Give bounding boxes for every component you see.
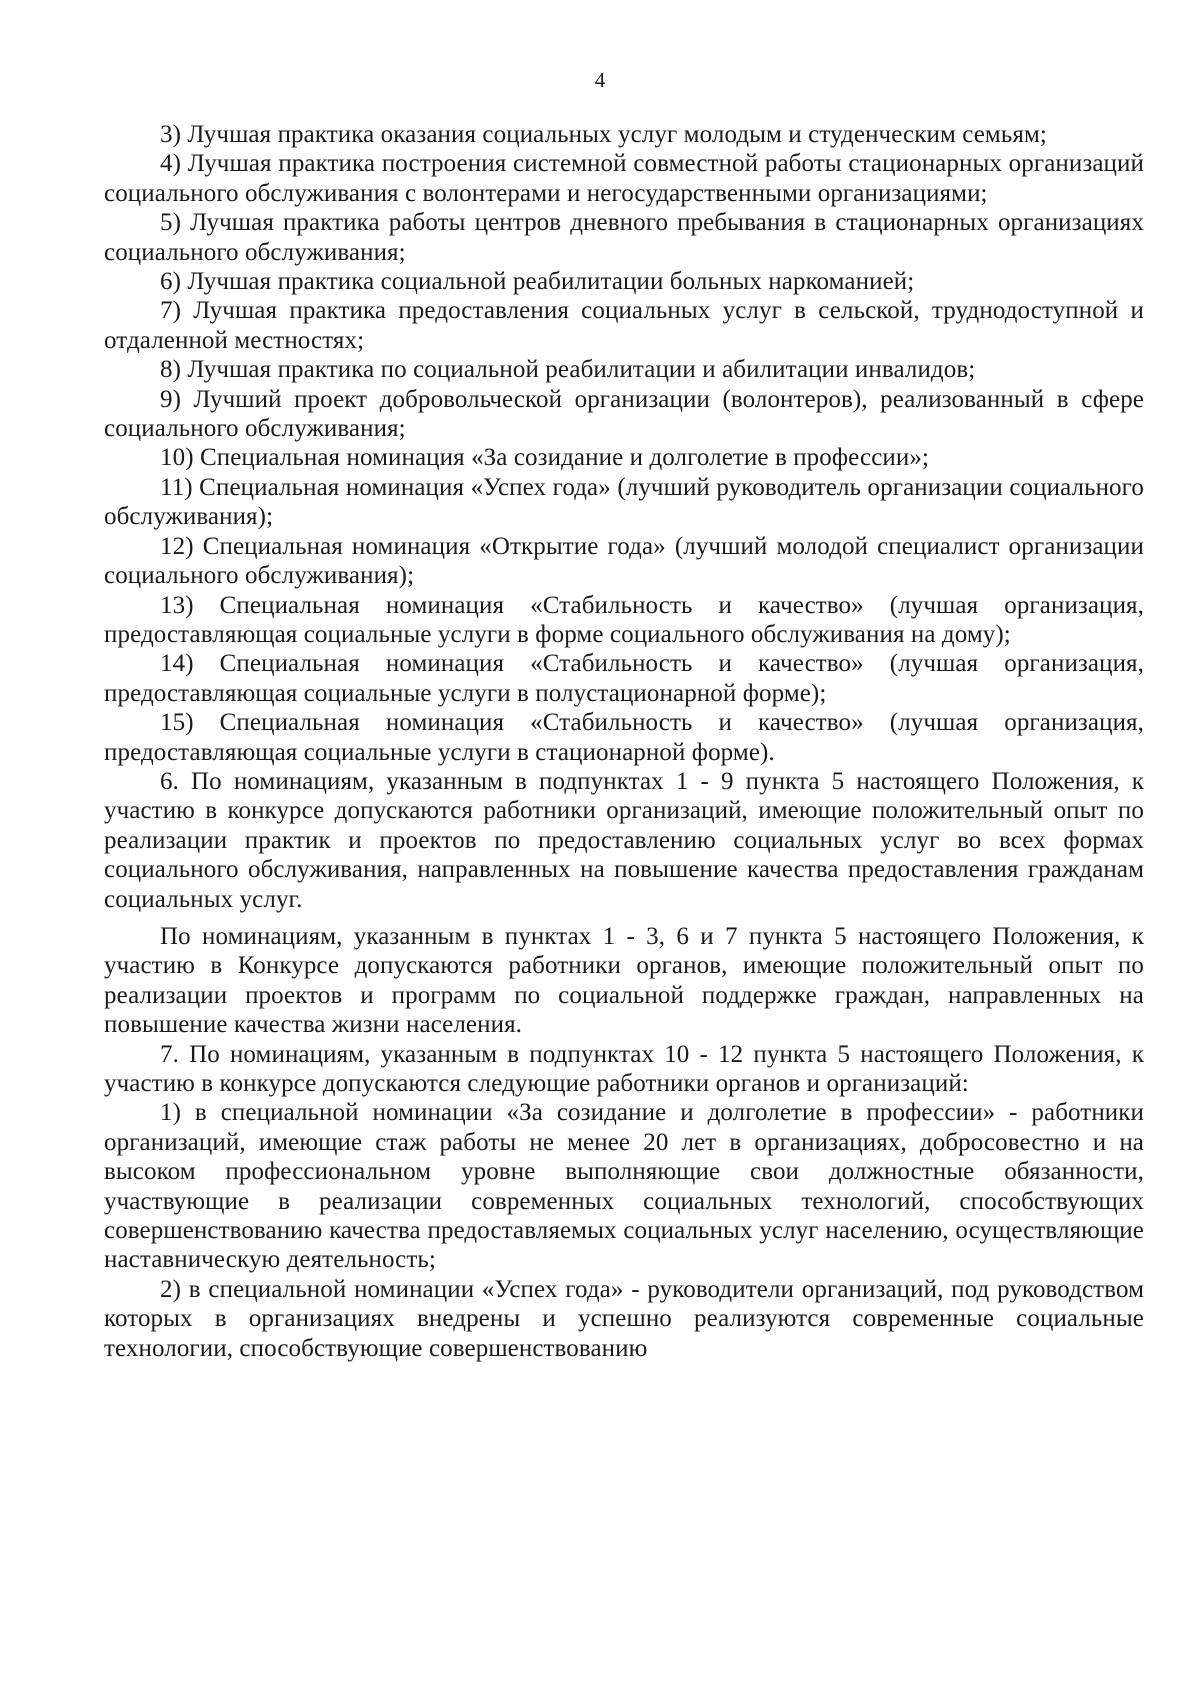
list-item-nomination-14: 14) Специальная номинация «Стабильность и качество» (лучшая организация, предоставляющая социальные услуги в полустационарной форме); [104, 650, 1144, 707]
list-item-nomination-12: 12) Специальная номинация «Открытие года» (лучший молодой специалист организации социального обслуживания); [104, 532, 1144, 590]
list-item-nomination-5: 5) Лучшая практика работы центров дневного пребывания в стационарных организациях социального обслуживания; [104, 209, 1144, 266]
list-item-nomination-3: 3) Лучшая практика оказания социальных услуг молодым и студенческим семьям; [160, 121, 1047, 148]
list-item-nomination-4: 4) Лучшая практика построения системной совместной работы стационарных организаций социального обслуживания с волонтерами и негосударственными организациями; [104, 150, 1144, 207]
clause-6-second-paragraph: По номинациям, указанным в пунктах 1 - 3, 6 и 7 пункта 5 настоящего Положения, к участию в Конкурсе допускаются работники органов, имеющие положительный опыт по реализации проектов и программ по социальной поддержке граждан, направленных на повышение качества жизни населения. [104, 922, 1144, 1039]
list-item-nomination-15: 15) Специальная номинация «Стабильность и качество» (лучшая организация, предоставляющая социальные услуги в стационарной форме). [104, 709, 1144, 766]
list-item-nomination-8: 8) Лучшая практика по социальной реабилитации и абилитации инвалидов; [160, 356, 976, 384]
page-number: 4 [594, 68, 606, 92]
list-item-nomination-7: 7) Лучшая практика предоставления социальных услуг в сельской, труднодоступной и отдаленной местностях; [104, 297, 1144, 354]
clause-7-paragraph: 7. По номинациям, указанным в подпунктах 10 - 12 пункта 5 настоящего Положения, к участию в конкурсе допускаются следующие работники органов и организаций: [104, 1040, 1144, 1097]
clause-7-item-1: 1) в специальной номинации «За созидание и долголетие в профессии» - работники организаций, имеющие стаж работы не менее 20 лет в организациях, добросовестно и на высоком профессиональном уровне выполняющие свои должностные обязанности, участвующие в реализации современных социальных технологий, способствующих совершенствованию качества предоставляемых социальных услуг населению, осуществляющие наставническую деятельность; [104, 1099, 1144, 1274]
list-item-nomination-11: 11) Специальная номинация «Успех года» (лучший руководитель организации социального обслуживания); [104, 473, 1144, 531]
list-item-nomination-9: 9) Лучший проект добровольческой организации (волонтеров), реализованный в сфере социального обслуживания; [104, 385, 1144, 443]
clause-7-item-2: 2) в специальной номинации «Успех года» - руководители организаций, под руководством которых в организациях внедрены и успешно реализуются современные социальные технологии, способствующие совершенствованию [104, 1275, 1144, 1362]
list-item-nomination-6: 6) Лучшая практика социальной реабилитации больных наркоманией; [160, 268, 915, 296]
list-item-nomination-13: 13) Специальная номинация «Стабильность и качество» (лучшая организация, предоставляющая социальные услуги в форме социального обслуживания на дому); [104, 591, 1144, 648]
document-body [104, 120, 1144, 1363]
clause-6-paragraph: 6. По номинациям, указанным в подпунктах 1 - 9 пункта 5 настоящего Положения, к участию в конкурсе допускаются работники организаций, имеющие положительный опыт по реализации практик и проектов по предоставлению социальных услуг во всех формах социального обслуживания, направленных на повышение качества предоставления гражданам социальных услуг. [104, 767, 1144, 913]
list-item-nomination-10: 10) Специальная номинация «За созидание и долголетие в профессии»; [160, 444, 929, 472]
